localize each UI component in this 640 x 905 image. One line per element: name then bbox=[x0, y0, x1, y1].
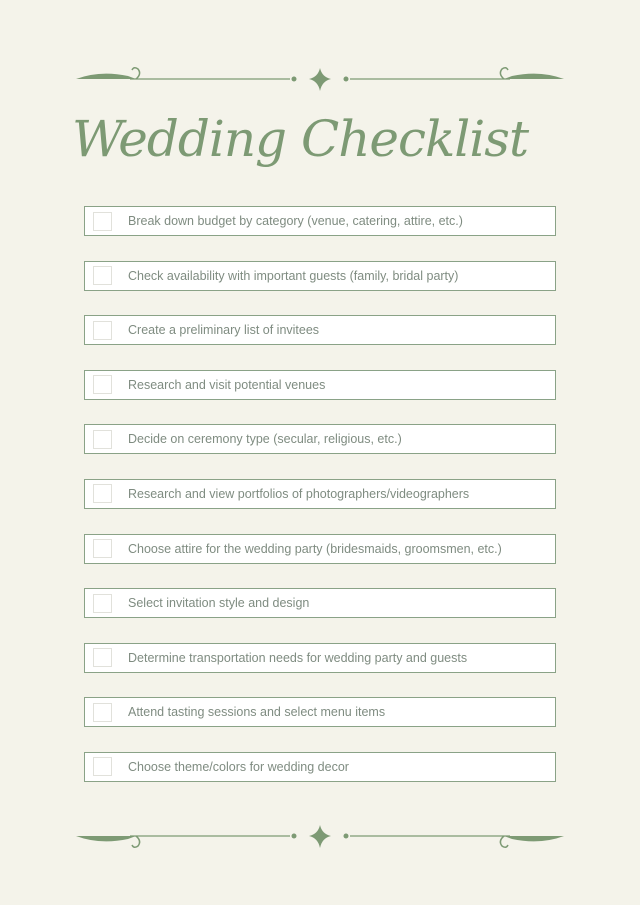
checklist-item[interactable] bbox=[84, 370, 556, 400]
checkbox[interactable] bbox=[93, 703, 112, 722]
checklist-item-label: Choose theme/colors for wedding decor bbox=[128, 759, 349, 774]
checklist-item[interactable] bbox=[84, 752, 556, 782]
checkbox[interactable] bbox=[93, 539, 112, 558]
checklist-item-label: Break down budget by category (venue, catering, attire, etc.) bbox=[128, 214, 463, 228]
checklist-item[interactable] bbox=[84, 588, 556, 618]
checkbox[interactable] bbox=[93, 321, 112, 340]
checklist-item[interactable] bbox=[84, 534, 556, 564]
checklist-item-label: Check availability with important guests (family, bridal party) bbox=[128, 268, 459, 283]
checklist-item-label: Decide on ceremony type (secular, religious, etc.) bbox=[128, 432, 402, 447]
checklist-item[interactable] bbox=[84, 424, 556, 454]
checklist bbox=[84, 206, 556, 807]
checklist-item-label: Choose attire for the wedding party (bridesmaids, groomsmen, etc.) bbox=[128, 541, 502, 556]
checklist-item[interactable] bbox=[84, 643, 556, 673]
top-divider-ornament-icon bbox=[0, 60, 640, 100]
checkbox[interactable] bbox=[93, 648, 112, 667]
checklist-item-label: Create a preliminary list of invitees bbox=[128, 323, 320, 338]
checklist-item-label: Select invitation style and design bbox=[128, 596, 310, 611]
checklist-item[interactable] bbox=[84, 206, 556, 236]
checklist-item[interactable] bbox=[84, 261, 556, 291]
checkbox[interactable] bbox=[93, 430, 112, 449]
checklist-item[interactable] bbox=[84, 315, 556, 345]
checkbox[interactable] bbox=[93, 484, 112, 503]
bottom-divider-ornament-icon bbox=[0, 817, 640, 857]
checklist-item-label: Research and visit potential venues bbox=[128, 377, 326, 392]
checkbox[interactable] bbox=[93, 212, 112, 231]
checklist-item-label: Attend tasting sessions and select menu items bbox=[128, 705, 386, 720]
checkbox[interactable] bbox=[93, 594, 112, 613]
checklist-item-label: Research and view portfolios of photographers/videographers bbox=[128, 486, 470, 501]
checkbox[interactable] bbox=[93, 757, 112, 776]
checklist-item[interactable] bbox=[84, 479, 556, 509]
page-title: Wedding Checklist bbox=[71, 110, 529, 168]
checklist-item[interactable] bbox=[84, 697, 556, 727]
checkbox[interactable] bbox=[93, 266, 112, 285]
checklist-item-label: Determine transportation needs for wedding party and guests bbox=[128, 650, 468, 665]
checkbox[interactable] bbox=[93, 375, 112, 394]
